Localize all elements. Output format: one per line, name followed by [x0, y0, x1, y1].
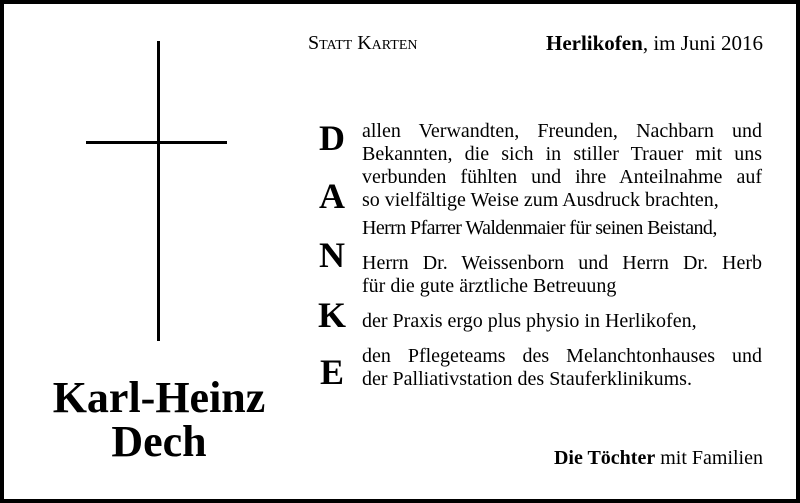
- danke-letter-n: N: [319, 235, 345, 275]
- danke-letter-a: A: [319, 176, 345, 216]
- cross-icon-vertical: [157, 41, 160, 341]
- body-line: verbunden fühlten und ihre Anteilnahme auf: [362, 166, 762, 188]
- body-line: so vielfältige Weise zum Ausdruck brachten,: [362, 189, 719, 211]
- cross-icon-horizontal: [86, 141, 227, 144]
- deceased-first-name: Karl-Heinz: [52, 373, 266, 422]
- deceased-last-name: Dech: [111, 417, 207, 466]
- place-date-line: [546, 32, 763, 54]
- body-line: den Pflegeteams des Melanchtonhauses und: [362, 345, 762, 367]
- signature-rest: mit Familien: [655, 447, 763, 469]
- signature-bold: Die Töchter: [553, 447, 656, 469]
- date-text: , im Juni 2016: [642, 31, 763, 55]
- deceased-name: [4, 373, 314, 466]
- body-line: Bekannten, die sich in stiller Trauer mit uns: [362, 143, 762, 165]
- signature: [554, 447, 763, 469]
- danke-letter-k: K: [317, 295, 346, 335]
- statt-karten-label: Statt Karten: [308, 32, 418, 54]
- place-name: Herlikofen: [545, 31, 643, 55]
- body-line: der Palliativstation des Stauferklinikums.: [362, 368, 692, 390]
- body-line: Herrn Dr. Weissenborn und Herrn Dr. Herb: [362, 252, 762, 274]
- danke-letter-e: E: [319, 352, 344, 392]
- body-line: Herrn Pfarrer Waldenmaier für seinen Beistand,: [362, 217, 717, 239]
- body-line: für die gute ärztliche Betreuung: [362, 275, 617, 297]
- danke-letter-d: D: [319, 118, 345, 158]
- body-line: der Praxis ergo plus physio in Herlikofen,: [362, 310, 697, 332]
- body-line: allen Verwandten, Freunden, Nachbarn und: [362, 120, 762, 142]
